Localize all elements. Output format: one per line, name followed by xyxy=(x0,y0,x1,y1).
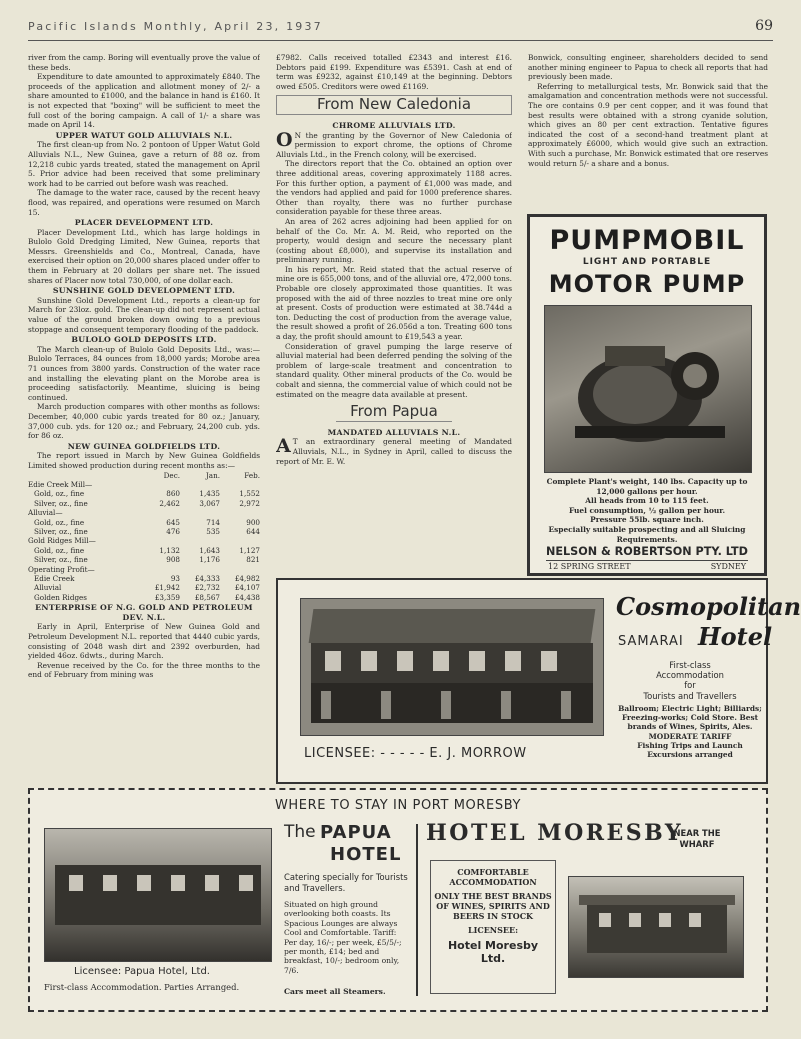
window xyxy=(659,913,671,927)
table-cell xyxy=(140,480,180,489)
pumpmobil-title: MOTOR PUMP xyxy=(548,270,746,298)
section-heading: SUNSHINE GOLD DEVELOPMENT LTD. xyxy=(52,286,236,296)
table-cell: £1,942 xyxy=(154,583,180,593)
section-banner-papua: From Papua xyxy=(336,403,452,422)
table-cell: £8,567 xyxy=(194,592,220,602)
veranda-post xyxy=(321,691,331,719)
table-row xyxy=(28,593,260,602)
column-2 xyxy=(276,53,512,573)
pumpmobil-street: 12 SPRING STREET xyxy=(548,562,631,571)
cosmopolitan-licensee: LICENSEE: - - - - - E. J. MORROW xyxy=(304,746,527,761)
cosmopolitan-amenities xyxy=(614,704,766,759)
window xyxy=(171,875,185,891)
hotel-moresby-photo xyxy=(568,876,744,978)
table-cell: 1,132 xyxy=(159,545,180,555)
table-cell xyxy=(220,508,260,517)
table-cell: Golden Ridges xyxy=(34,592,87,602)
section-heading: UPPER WATUT GOLD ALLUVIALS N.L. xyxy=(55,130,233,140)
paragraph: March production compares with other months as follows: December, 40,000 cubic yards treated for 80 oz.; January, 37,000 cub. yds. for 120 oz.; and February, 24,200 cub. yds. for 86 oz. xyxy=(28,402,260,441)
cosmopolitan-hotel-ad xyxy=(276,578,801,784)
running-head: Pacific Islands Monthly, April 23, 1937 xyxy=(28,20,323,33)
hotel-moresby-box xyxy=(430,860,556,994)
papua-cars: Cars meet all Steamers. xyxy=(284,987,386,996)
table-row xyxy=(28,489,260,498)
table-cell: 2,462 xyxy=(159,498,180,508)
pumpmobil-subtitle: LIGHT AND PORTABLE xyxy=(582,257,712,267)
table-cell xyxy=(140,508,180,517)
paragraph: The directors report that the Co. obtained an option over three additional areas, covering approximately 1188 acres. For this further option, a payment of £1,000 was made, and the vendors had applied and paid for 1000 preference shares. Other than royalty, there was no further purchase consideration payable for these three areas. xyxy=(276,159,512,217)
table-row xyxy=(28,508,260,517)
table-cell: £3,359 xyxy=(154,592,180,602)
blurb-line: Accommodation xyxy=(656,670,724,681)
table-cell xyxy=(180,480,220,489)
pump-illustration xyxy=(545,306,751,472)
section-heading: BULOLO GOLD DEPOSITS LTD. xyxy=(71,335,217,345)
table-cell: 900 xyxy=(246,517,260,527)
paragraph: Placer Development Ltd., which has large holdings in Bulolo Gold Dredging Limited, New Guinea, reports that Messrs. Greenshields and Co., Montreal, Canada, have exercised their option on 20,000 shares placed under offer to them in February at 20 dollars per share net. The issued shares of Placer now total 730,000, of one dollar each. xyxy=(28,227,260,285)
paragraph: Bonwick, consulting engineer, shareholders decided to send another mining engineer to Papua to check all reports that had previously been made. xyxy=(528,53,768,82)
cosmopolitan-town: SAMARAI xyxy=(618,634,684,649)
spec-line: Pressure 55lb. square inch. xyxy=(590,515,704,525)
table-row xyxy=(28,555,260,564)
table-row xyxy=(28,546,260,555)
hotel-moresby-name: HOTEL MORESBY xyxy=(426,820,684,846)
table-row xyxy=(28,518,260,527)
hotel-roof xyxy=(309,609,596,643)
drop-cap: A xyxy=(276,435,291,458)
table-cell: £2,732 xyxy=(194,583,220,593)
pumpmobil-details xyxy=(540,477,754,544)
table-cell: Edie Creek Mill— xyxy=(28,479,93,489)
column-1 xyxy=(28,53,260,783)
paragraph: Expenditure to date amounted to approximately £840. The proceeds of the application and allotment money of 2/- a share amounted to £1000, and the balance in hand is £160. It is not expected that "boxing" will be sufficient to meet the full cost of the boring campaign. A call of 1/- a share was made on April 14. xyxy=(28,72,260,130)
spec-line: All heads from 10 to 115 feet. xyxy=(585,496,709,506)
window xyxy=(469,651,485,671)
paragraph: Referring to metallurgical tests, Mr. Bonwick said that the amalgamation and concentration methods were not successful. The ore contains 0.9 per cent copper, and it was found that best results were obtained with a strong cyanide solution, which gives an 80 per cent extraction. Tentative figures indicated the cost of a second-hand treatment plant at approximately £6000, which would give such an extraction. With such a purchase, Mr. Bonwick estimated that ore reserves would return 5/- a share and a bonus. xyxy=(528,81,768,168)
table-cell: Edie Creek xyxy=(34,574,75,583)
hotel-moresby-roof xyxy=(579,895,735,905)
table-cell: 1,643 xyxy=(199,545,220,555)
paragraph: The damage to the water race, caused by the recent heavy flood, was repaired, and operations were resumed on March 15. xyxy=(28,188,260,217)
hotel-moresby-building xyxy=(587,903,727,953)
paragraph xyxy=(276,128,512,160)
paragraph: In his report, Mr. Reid stated that the actual reserve of mine ore is 655,000 tons, and of the alluvial ore, 472,000 tons. Probable ore closely approximated those quantities. It was proposed with the aid of three nozzles to treat mine ore only at present. Costs of production were estimated at 38.744d a ton. Deducting the cost of production from the average value, the result showed a profit of 26.056d a ton. Treating 600 tons a day, the profit should amount to £19,543 a year. xyxy=(276,264,512,342)
table-cell: 1,435 xyxy=(199,489,220,499)
blurb-line: Tourists and Travellers xyxy=(643,690,737,701)
papua-hotel-photo xyxy=(44,828,272,962)
paragraph: Sunshine Gold Development Ltd., reports a clean-up for March for 23loz. gold. The clean-up did not represent actual value of the ground broken down owing to a previous stoppage and consequent temporary flooding of the paddock. xyxy=(28,295,260,334)
window xyxy=(239,875,253,891)
section-heading: ENTERPRISE OF N.G. GOLD AND PETROLEUM DEV. N.L. xyxy=(35,603,253,622)
paragraph xyxy=(276,437,512,466)
cosmopolitan-hotel-photo xyxy=(300,598,604,736)
papua-catering: Catering specially for Tourists and Travellers. xyxy=(284,872,408,893)
pumpmobil-ad xyxy=(527,214,767,576)
papua-the: The xyxy=(284,822,316,842)
table-row xyxy=(28,499,260,508)
spec-line: Especially suitable prospecting and all Sluicing Requirements. xyxy=(548,524,746,544)
table-cell xyxy=(220,565,260,574)
spec-line: Complete Plant's weight, 140 lbs. Capacity up to 12,000 gallons per hour. xyxy=(546,477,748,496)
amenities-line: Fishing Trips and Launch Excursions arranged xyxy=(637,740,743,760)
address-rule xyxy=(546,560,748,561)
section-heading: NEW GUINEA GOLDFIELDS LTD. xyxy=(67,441,221,451)
column-3 xyxy=(528,53,768,209)
window xyxy=(103,875,117,891)
table-cell xyxy=(180,565,220,574)
window xyxy=(137,875,151,891)
table-header-cell: Dec. xyxy=(163,470,180,480)
table-cell xyxy=(180,536,220,545)
table-cell: 3,067 xyxy=(199,498,220,508)
veranda-post xyxy=(381,691,391,719)
table-row xyxy=(28,574,260,583)
pump-photo xyxy=(544,305,752,473)
paragraph: An area of 262 acres adjoining had been applied for on behalf of the Co. Mr. A. M. Reid, who reported on the property, would design and secure the necessary plant (costing about £8,000), and supervise its installation and preliminary running. xyxy=(276,216,512,265)
papua-hotel-word: HOTEL xyxy=(330,844,402,865)
window xyxy=(397,651,413,671)
paragraph-text: N the granting by the Governor of New Caledonia of permission to export chrome, the options of Chrome Alluvials Ltd., in the French colony, will be exercised. xyxy=(276,130,512,159)
page-header xyxy=(28,18,773,41)
table-header-cell xyxy=(28,471,140,480)
table-cell: Silver, oz., fine xyxy=(34,555,88,565)
table-cell: 1,552 xyxy=(239,489,260,499)
table-cell xyxy=(180,508,220,517)
window xyxy=(629,913,641,927)
table-cell: 821 xyxy=(246,555,260,565)
window xyxy=(361,651,377,671)
table-cell: Operating Profit— xyxy=(28,564,95,574)
papua-description: Situated on high ground overlooking both coasts. Its Spacious Lounges are always Cool and Comfortable. Tariff: Per day, 16/-; per week, £5/5/-; per month, £14; bed and breakfast, 10/-; bedroom only, 7/6. xyxy=(284,900,402,975)
table-row xyxy=(28,480,260,489)
veranda-post xyxy=(561,691,571,719)
pumpmobil-brand: PUMPMOBIL xyxy=(549,225,745,256)
drop-cap: O xyxy=(276,128,293,151)
window xyxy=(433,651,449,671)
table-cell: £4,333 xyxy=(194,574,220,583)
paragraph: £7982. Calls received totalled £2343 and interest £16. Debtors paid £199. Expenditure was £5391. Cash at end of term was £9232, against £10,149 at the beginning. Debtors owed £505. Creditors were owed £1169. xyxy=(276,53,512,91)
table-cell xyxy=(220,480,260,489)
section-heading: CHROME ALLUVIALS LTD. xyxy=(332,120,456,130)
box-line: LICENSEE: xyxy=(467,925,519,935)
window xyxy=(505,651,521,671)
pumpmobil-company: NELSON & ROBERTSON PTY. LTD xyxy=(546,545,748,558)
cosmopolitan-blurb xyxy=(614,660,766,701)
box-line: Hotel Moresby Ltd. xyxy=(447,939,539,965)
table-cell: 908 xyxy=(166,555,180,565)
table-cell: 2,972 xyxy=(239,498,260,508)
table-cell: Silver, oz., fine xyxy=(34,498,88,508)
paragraph: The report issued in March by New Guinea Goldfields Limited showed production during recent months as:— xyxy=(28,451,260,470)
section-heading: PLACER DEVELOPMENT LTD. xyxy=(74,218,214,228)
veranda-post xyxy=(501,691,511,719)
table-cell: 535 xyxy=(206,526,220,536)
window xyxy=(541,651,557,671)
table-cell: Gold, oz., fine xyxy=(34,517,85,527)
table-cell: £4,982 xyxy=(234,574,260,583)
table-row xyxy=(28,527,260,536)
table-row xyxy=(28,536,260,545)
table-cell: £4,107 xyxy=(234,583,260,593)
window xyxy=(205,875,219,891)
window xyxy=(325,651,341,671)
spec-line: Fuel consumption, ½ gallon per hour. xyxy=(568,505,726,515)
paragraph: The March clean-up of Bulolo Gold Deposits Ltd., was:—Bulolo Terraces, 84 ounces from 18,000 yards; Morobe area 71 ounces from 3800 yards. Construction of the water race and installing the elevating plant on the Morobe area is proceeding satisfactorily. Meantime, sluicing is being continued. xyxy=(28,344,260,402)
amenities-line: Ballroom; Electric Light; Billiards; Freezing-works; Cold Store. Best brands of Wines, Spirits, Ales. xyxy=(618,704,762,732)
box-line: COMFORTABLE ACCOMMODATION xyxy=(449,867,537,887)
paragraph: Consideration of gravel pumping the large reserve of alluvial material had been deferred pending the solving of the problem of large-scale treatment and concentration to standard quality. Other mineral products of the Co. would be cobalt and sienna, the commercial value of which could not be estimated on the meagre data available at present. xyxy=(276,341,512,399)
veranda-post xyxy=(441,691,451,719)
window xyxy=(599,913,611,927)
table-cell: 1,127 xyxy=(239,545,260,555)
table-cell xyxy=(140,536,180,545)
papua-hotel-tagline: First-class Accommodation. Parties Arranged. xyxy=(44,982,240,992)
pumpmobil-city: SYDNEY xyxy=(710,562,746,571)
port-moresby-hotels-ad xyxy=(28,788,768,1012)
table-row xyxy=(28,565,260,574)
table-cell: 93 xyxy=(170,574,180,583)
table-row xyxy=(28,583,260,592)
window xyxy=(689,913,701,927)
vertical-divider xyxy=(416,824,418,996)
box-line: ONLY THE BEST BRANDS OF WINES, SPIRITS AND BEERS IN STOCK xyxy=(434,891,552,921)
table-cell: Gold Ridges Mill— xyxy=(28,536,96,546)
paragraph: The first clean-up from No. 2 pontoon of Upper Watut Gold Alluvials N.L., New Guinea, gave a return of 88 oz. from 12,218 cubic yards treated, stated the management on April 5. Prior advice had been received that some preliminary work had to be carried out before wash was reached. xyxy=(28,140,260,188)
table-cell: 644 xyxy=(246,526,260,536)
table-cell: Alluvial— xyxy=(28,508,63,518)
hotel-moresby-near-wharf: NEAR THE WHARF xyxy=(673,828,721,849)
blurb-line: for xyxy=(684,680,696,691)
window xyxy=(69,875,83,891)
table-cell: Silver, oz., fine xyxy=(34,526,88,536)
papua-name: PAPUA xyxy=(320,822,392,843)
amenities-line: MODERATE TARIFF xyxy=(648,731,732,741)
table-header-row xyxy=(28,471,260,480)
page-number: 69 xyxy=(755,18,773,34)
table-cell: 860 xyxy=(166,489,180,499)
section-banner-new-caledonia: From New Caledonia xyxy=(276,95,512,115)
table-cell: Gold, oz., fine xyxy=(34,545,85,555)
table-cell: 714 xyxy=(206,517,220,527)
paragraph: river from the camp. Boring will eventually prove the value of these beds. xyxy=(28,53,260,72)
table-cell: 645 xyxy=(166,517,180,527)
papua-hotel-building xyxy=(55,865,261,925)
production-table xyxy=(28,471,260,603)
port-moresby-heading: WHERE TO STAY IN PORT MORESBY xyxy=(274,798,522,813)
blurb-line: First-class xyxy=(669,660,711,670)
cosmopolitan-name: Cosmopolitan xyxy=(616,592,801,621)
table-cell: 476 xyxy=(166,526,180,536)
hotel-lower-floor xyxy=(311,683,593,723)
table-cell xyxy=(140,565,180,574)
table-cell: Gold, oz., fine xyxy=(34,489,85,499)
paragraph-text: T an extraordinary general meeting of Mandated Alluvials, N.L., in Sydney in April, called to discuss the report of Mr. E. W. xyxy=(276,437,512,466)
table-cell: £4,438 xyxy=(234,592,260,602)
table-cell xyxy=(220,536,260,545)
papua-hotel-licensee: Licensee: Papua Hotel, Ltd. xyxy=(74,966,210,977)
section-heading: MANDATED ALLUVIALS N.L. xyxy=(327,427,461,437)
paragraph: Revenue received by the Co. for the three months to the end of February from mining was xyxy=(28,660,260,680)
table-cell: 1,176 xyxy=(199,555,220,565)
paragraph: Early in April, Enterprise of New Guinea Gold and Petroleum Development N.L. reported that 4440 cubic yards, consisting of 2048 wash dirt and 2392 overburden, had yielded 46oz. 6dwts., during March. xyxy=(28,622,260,661)
cosmopolitan-hotel-word: Hotel xyxy=(698,622,773,651)
table-header-cell: Feb. xyxy=(244,470,260,480)
table-cell: Alluvial xyxy=(34,583,62,593)
table-header-cell: Jan. xyxy=(205,470,220,480)
